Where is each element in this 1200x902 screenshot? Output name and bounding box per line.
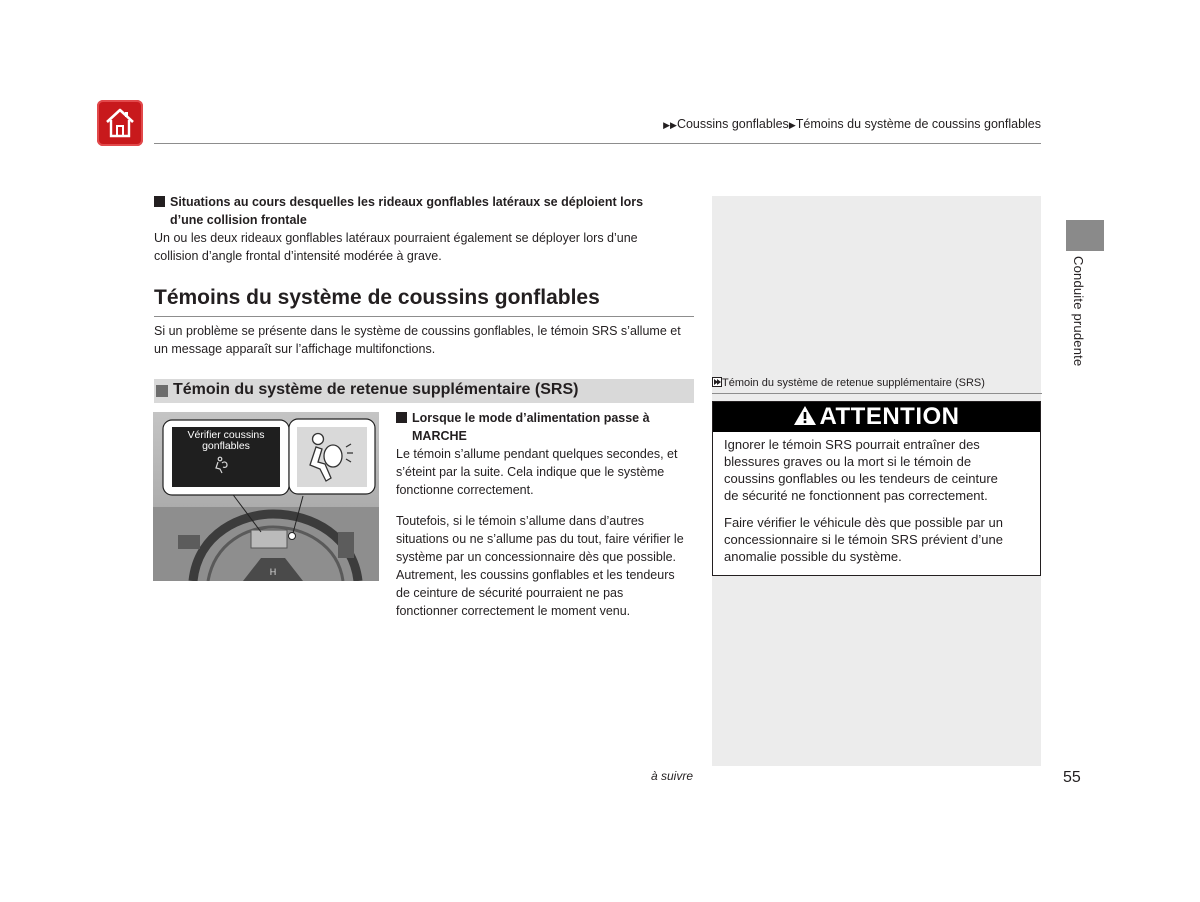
paragraph1-line: fonctionne correctement. bbox=[396, 483, 534, 497]
warning-header bbox=[713, 402, 1040, 432]
chapter-tab[interactable] bbox=[1066, 220, 1104, 251]
section-text bbox=[154, 322, 681, 358]
sidebar-reference-rule bbox=[712, 393, 1042, 394]
power-mode-paragraph-1 bbox=[396, 445, 677, 499]
paragraph1-line: s’éteint par la suite. Cela indique que le système bbox=[396, 465, 665, 479]
power-mode-subheading bbox=[396, 409, 696, 445]
warning-title: ATTENTION bbox=[819, 403, 960, 430]
subsection-title: Témoin du système de retenue supplémentaire (SRS) bbox=[173, 381, 579, 398]
paragraph2-line: système par un concessionnaire dès que possible. bbox=[396, 550, 677, 564]
display-message-line1: Vérifier coussins bbox=[187, 429, 265, 441]
section-text-line1: Si un problème se présente dans le système de coussins gonflables, le témoin SRS s’allume et bbox=[154, 324, 681, 338]
breadcrumb-arrow-icon: ▶▶ bbox=[663, 120, 677, 130]
breadcrumb-page: Témoins du système de coussins gonflables bbox=[795, 117, 1041, 131]
reference-arrow-icon bbox=[712, 377, 722, 387]
breadcrumb-section[interactable]: Coussins gonflables bbox=[676, 117, 789, 131]
intro-text bbox=[154, 229, 638, 265]
breadcrumb-arrow-icon: ▶ bbox=[788, 120, 796, 130]
home-icon bbox=[104, 106, 136, 140]
warning-paragraph-2 bbox=[724, 514, 1034, 565]
header-divider bbox=[154, 143, 1041, 144]
intro-subheading bbox=[154, 193, 694, 229]
chapter-tab-label: Conduite prudente bbox=[1071, 256, 1086, 367]
dashboard-illustration bbox=[153, 412, 379, 581]
intro-text-line2: collision d’angle frontal d’intensité modérée à grave. bbox=[154, 249, 442, 263]
paragraph2-line: fonctionner correctement le moment venu. bbox=[396, 604, 631, 618]
intro-text-line1: Un ou les deux rideaux gonflables latéraux pourraient également se déployer lors d’une bbox=[154, 231, 638, 245]
warning-paragraph-1 bbox=[724, 436, 1034, 504]
power-mode-heading-line1: Lorsque le mode d’alimentation passe à bbox=[412, 411, 650, 425]
intro-subheading-line2: d’une collision frontale bbox=[170, 213, 307, 227]
svg-text:H: H bbox=[269, 567, 277, 577]
paragraph2-line: Autrement, les coussins gonflables et les tendeurs bbox=[396, 568, 675, 582]
warning-triangle-icon bbox=[793, 405, 817, 426]
paragraph1-line: Le témoin s’allume pendant quelques secondes, et bbox=[396, 447, 678, 461]
warning-p1-line: blessures graves ou la mort si le témoin de bbox=[724, 454, 972, 469]
power-mode-paragraph-2 bbox=[396, 512, 684, 620]
sidebar-reference[interactable] bbox=[712, 377, 1042, 389]
page-number: 55 bbox=[1063, 769, 1081, 786]
warning-p1-line: de sécurité ne fonctionnent pas correctement. bbox=[724, 488, 988, 503]
home-button[interactable] bbox=[97, 100, 143, 146]
warning-p1-line: Ignorer le témoin SRS pourrait entraîner des bbox=[724, 437, 980, 452]
warning-p2-line: anomalie possible du système. bbox=[724, 549, 902, 564]
square-bullet-icon bbox=[396, 412, 407, 423]
continued-note: à suivre bbox=[651, 769, 694, 783]
warning-p2-line: Faire vérifier le véhicule dès que possible par un bbox=[724, 515, 1003, 530]
subsection-heading bbox=[154, 379, 694, 403]
warning-p2-line: concessionnaire si le témoin SRS prévient d’une bbox=[724, 532, 1003, 547]
intro-subheading-line1: Situations au cours desquelles les rideaux gonflables latéraux se déploient lors bbox=[170, 195, 644, 209]
breadcrumb bbox=[663, 117, 1041, 131]
paragraph2-line: situations ou ne s’allume pas du tout, faire vérifier le bbox=[396, 532, 684, 546]
display-message bbox=[172, 430, 280, 452]
power-mode-heading-line2: MARCHE bbox=[412, 429, 467, 443]
paragraph2-line: Toutefois, si le témoin s’allume dans d’autres bbox=[396, 514, 645, 528]
warning-box bbox=[712, 401, 1041, 576]
section-title-rule bbox=[154, 316, 694, 317]
square-bullet-icon bbox=[154, 196, 165, 207]
paragraph2-line: de ceinture de sécurité pourraient ne pas bbox=[396, 586, 624, 600]
warning-p1-line: coussins gonflables ou les tendeurs de ceinture bbox=[724, 471, 998, 486]
section-title: Témoins du système de coussins gonflables bbox=[154, 286, 600, 309]
section-text-line2: un message apparaît sur l’affichage multifonctions. bbox=[154, 342, 436, 356]
sidebar-reference-text: Témoin du système de retenue supplémentaire (SRS) bbox=[722, 377, 985, 389]
display-message-line2: gonflables bbox=[202, 440, 250, 452]
square-bullet-icon bbox=[156, 385, 168, 397]
